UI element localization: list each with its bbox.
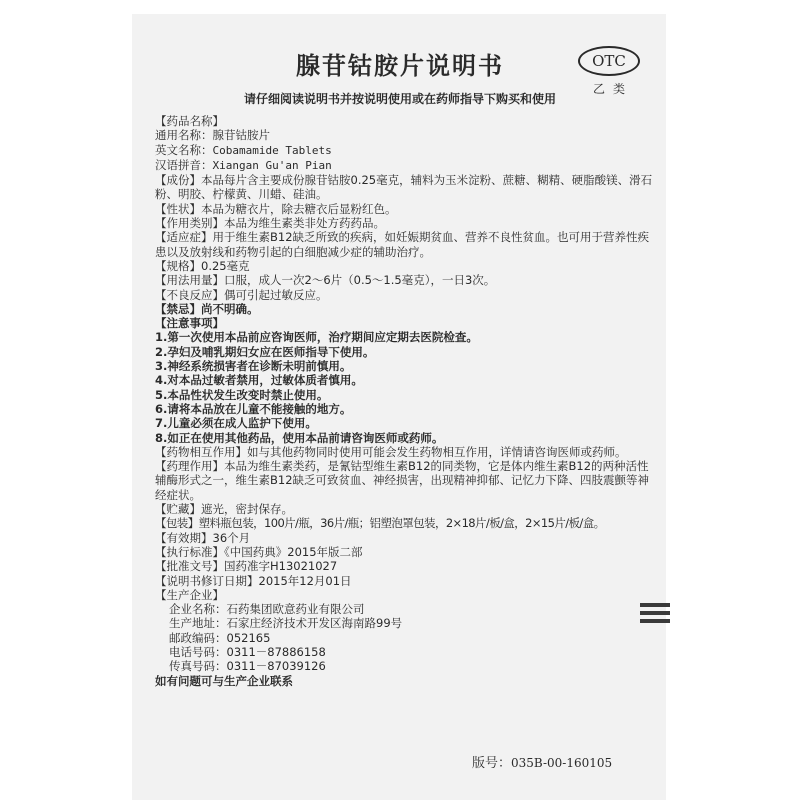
otc-badge: OTC: [578, 46, 640, 76]
validity-text: 36个月: [212, 530, 251, 545]
edge-mark: [640, 619, 670, 623]
revision-heading: 【说明书修订日期】: [155, 573, 259, 588]
interactions-section: [155, 445, 655, 459]
composition-text: 本品每片含主要成份腺苷钴胺0.25毫克，辅料为玉米淀粉、蔗糖、糊精、硬脂酸镁、滑石粉、明胶、柠檬黄、川蜡、硅油。: [155, 173, 653, 202]
category-heading: 【作用类别】: [155, 216, 224, 231]
otc-class-label: 乙类: [592, 82, 633, 96]
adverse-heading: 【不良反应】: [155, 287, 224, 302]
appearance-section: [155, 202, 655, 216]
english-name-value: Cobamamide Tablets: [212, 143, 332, 157]
validity-section: [155, 531, 655, 545]
leaflet-body: [155, 114, 655, 688]
contraindications-heading: 【禁忌】: [155, 301, 201, 316]
packaging-text: 塑料瓶包装，100片/瓶，36片/瓶；铝塑泡罩包装，2×18片/板/盒，2×15片/板/盒。: [198, 516, 605, 531]
manufacturer-row: [155, 645, 655, 659]
manufacturer-row: [155, 602, 655, 616]
english-name-row: [155, 143, 655, 158]
approval-section: [155, 559, 655, 573]
interactions-heading: 【药物相互作用】: [155, 444, 247, 459]
contraindications-text: 尚不明确。: [201, 301, 259, 316]
manufacturer-row: [155, 659, 655, 673]
composition-heading: 【成份】: [155, 173, 201, 188]
packaging-heading: 【包装】: [155, 516, 199, 531]
edge-marks: [640, 603, 670, 627]
precaution-item: 1.第一次使用本品前应咨询医师，治疗期间应定期去医院检查。: [155, 330, 478, 345]
manufacturer-label: 生产地址：: [169, 616, 227, 631]
usage-advice: 请仔细阅读说明书并按说明使用或在药师指导下购买和使用: [243, 92, 556, 106]
indications-text: 用于维生素B12缺乏所致的疾病，如妊娠期贫血、营养不良性贫血。也可用于营养性疾患以及放射线和药物引起的白细胞减少症的辅助治疗。: [155, 230, 650, 259]
manufacturer-value: 石家庄经济技术开发区海南路99号: [226, 616, 403, 631]
spec-text: 0.25毫克: [201, 258, 250, 273]
generic-name-row: [155, 128, 655, 142]
dosage-section: [155, 273, 655, 287]
version-label: 版号：: [472, 756, 512, 771]
drug-name-heading: 【药品名称】: [155, 114, 224, 128]
manufacturer-value: 052165: [226, 630, 271, 645]
appearance-text: 本品为糖衣片，除去糖衣后显粉红色。: [201, 201, 397, 216]
manufacturer-heading: 【生产企业】: [155, 587, 224, 602]
revision-text: 2015年12月01日: [258, 573, 352, 588]
manufacturer-value: 石药集团欧意药业有限公司: [226, 602, 365, 617]
pinyin-name-value: Xiangan Gu'an Pian: [212, 158, 332, 172]
dosage-heading: 【用法用量】: [155, 273, 224, 288]
pharmacology-text: 本品为维生素类药，是氰钴型维生素B12的同类物，它是体内维生素B12的两种活性辅酶形式之一，维生素B12缺乏可致贫血、神经损害，出现精神抑郁、记忆力下降、四肢震颤等神经症状。: [155, 459, 650, 502]
pharmacology-heading: 【药理作用】: [155, 459, 224, 474]
standard-text: 《中国药典》2015年版二部: [224, 544, 363, 559]
storage-text: 遮光，密封保存。: [201, 502, 293, 517]
interactions-text: 如与其他药物同时使用可能会发生药物相互作用，详情请咨询医师或药师。: [247, 444, 627, 459]
manufacturer-label: 电话号码：: [169, 644, 227, 659]
manufacturer-value: 0311－87886158: [226, 644, 326, 659]
appearance-heading: 【性状】: [155, 201, 201, 216]
indications-heading: 【适应症】: [155, 230, 213, 245]
composition-section: [155, 173, 655, 202]
adverse-section: [155, 288, 655, 302]
manufacturer-row: [155, 631, 655, 645]
generic-name-label: 通用名称：: [155, 128, 213, 143]
revision-section: [155, 574, 655, 588]
generic-name-value: 腺苷钴胺片: [212, 128, 270, 143]
edge-mark: [640, 611, 670, 615]
manufacturer-label: 邮政编码：: [169, 630, 227, 645]
standard-heading: 【执行标准】: [155, 544, 224, 559]
storage-heading: 【贮藏】: [155, 502, 201, 517]
validity-heading: 【有效期】: [155, 530, 213, 545]
precaution-item: 4.对本品过敏者禁用，过敏体质者慎用。: [155, 373, 363, 388]
approval-heading: 【批准文号】: [155, 559, 224, 574]
standard-section: [155, 545, 655, 559]
precaution-item: 3.神经系统损害者在诊断未明前慎用。: [155, 359, 352, 374]
manufacturer-row: [155, 616, 655, 630]
pharmacology-section: [155, 459, 655, 502]
category-text: 本品为维生素类非处方药药品。: [224, 216, 385, 231]
page-title: 腺苷钴胺片说明书: [296, 51, 504, 80]
precaution-item: 7.儿童必须在成人监护下使用。: [155, 416, 317, 431]
version-number: [472, 752, 612, 771]
precautions-heading: 【注意事项】: [155, 316, 224, 331]
precaution-item: 6.请将本品放在儿童不能接触的地方。: [155, 401, 352, 416]
spec-heading: 【规格】: [155, 258, 201, 273]
contraindications-section: [155, 302, 655, 316]
pinyin-name-label: 汉语拼音：: [155, 157, 213, 172]
storage-section: [155, 502, 655, 516]
manufacturer-value: 0311－87039126: [226, 659, 326, 674]
dosage-text: 口服，成人一次2～6片（0.5～1.5毫克），一日3次。: [224, 273, 496, 288]
edge-mark: [640, 603, 670, 607]
version-value: 035B-00-160105: [511, 756, 613, 770]
packaging-section: [155, 516, 655, 530]
precaution-item: 5.本品性状发生改变时禁止使用。: [155, 387, 329, 402]
contact-note: 如有问题可与生产企业联系: [155, 673, 293, 688]
adverse-text: 偶可引起过敏反应。: [224, 287, 328, 302]
manufacturer-label: 企业名称：: [169, 602, 227, 617]
precaution-item: 8.如正在使用其他药品，使用本品前请咨询医师或药师。: [155, 430, 444, 445]
precaution-item: 2.孕妇及哺乳期妇女应在医师指导下使用。: [155, 344, 375, 359]
english-name-label: 英文名称：: [155, 142, 213, 157]
pinyin-name-row: [155, 158, 655, 173]
category-section: [155, 216, 655, 230]
approval-text: 国药准字H13021027: [224, 559, 338, 574]
manufacturer-label: 传真号码：: [169, 659, 227, 674]
spec-section: [155, 259, 655, 273]
indications-section: [155, 230, 655, 259]
